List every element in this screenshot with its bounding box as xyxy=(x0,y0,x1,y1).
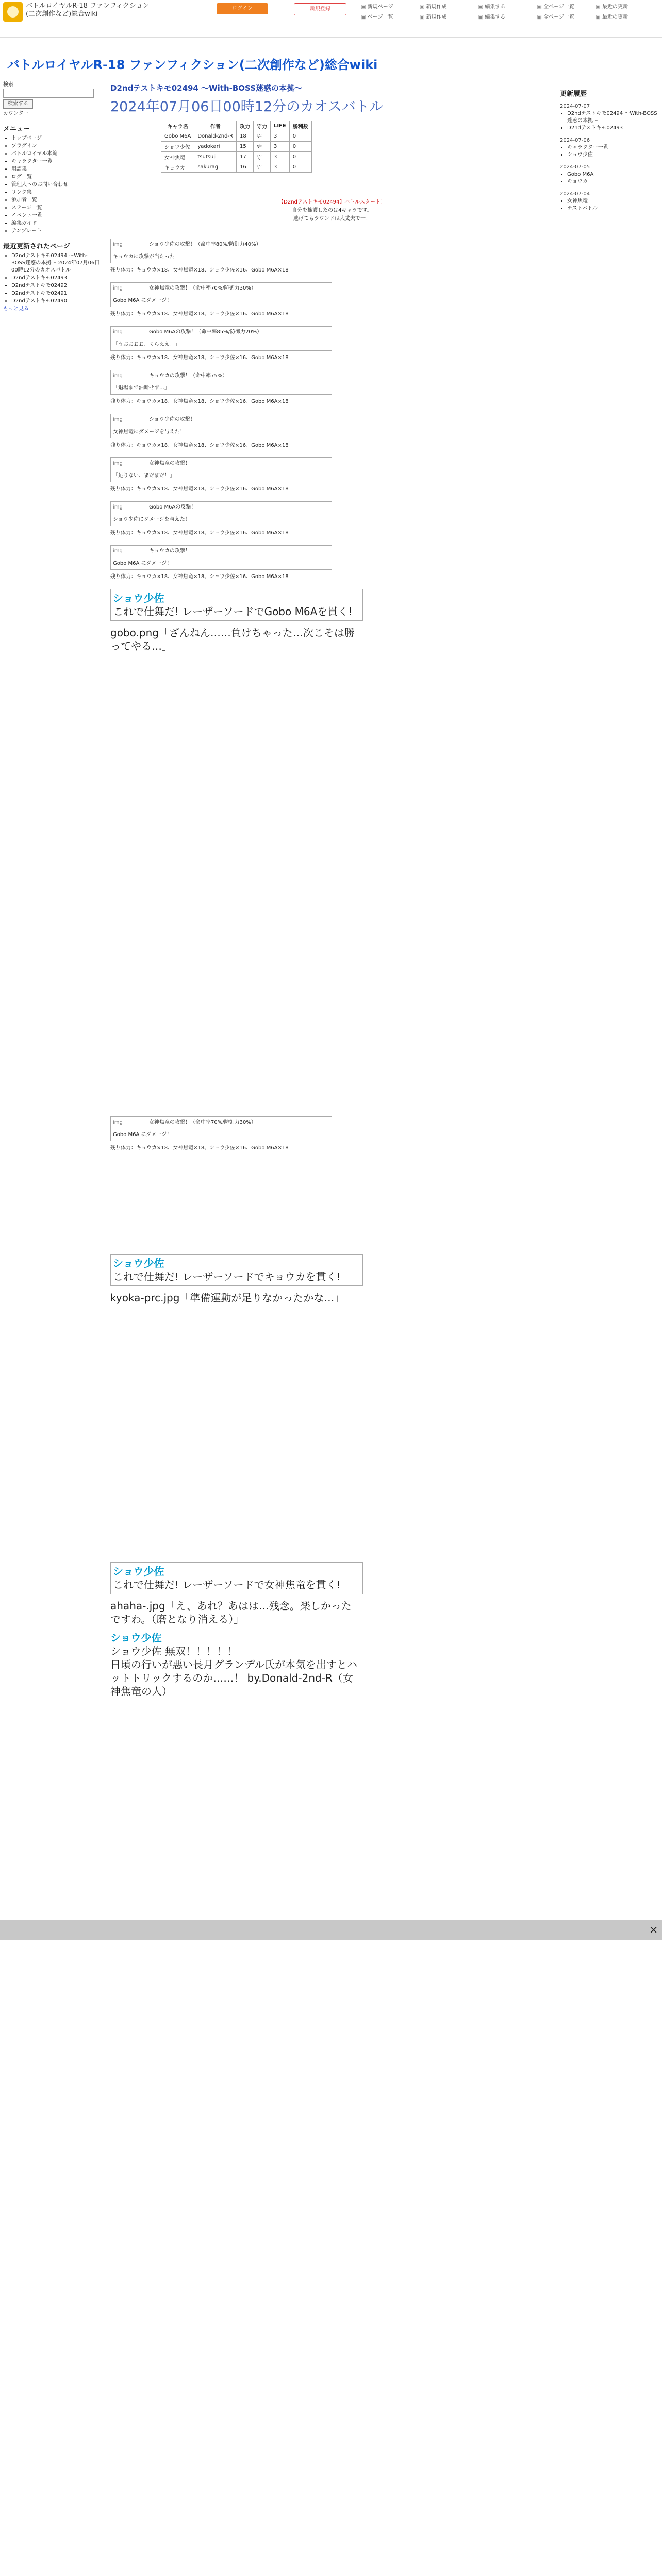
cell-author: yadokari xyxy=(194,142,237,152)
hp-summary: 残り体力：キョウカ×18、女神焦竜×18、ショウ少佐×16、Gobo M6A×18 xyxy=(110,530,289,536)
finish-line: これで仕舞だ! レーザーソードでキョウカを貫く! xyxy=(113,1270,341,1283)
cell-atk: 17 xyxy=(236,152,253,162)
cell-life: 3 xyxy=(270,162,289,173)
finish-line: これで仕舞だ! レーザーソードで女神焦竜を貫く! xyxy=(113,1579,341,1591)
log-text: 女神焦竜の攻撃！ xyxy=(149,461,190,466)
table-row xyxy=(161,152,312,162)
cell-name[interactable]: キョウカ xyxy=(161,162,194,173)
search-input[interactable] xyxy=(3,89,94,98)
hp-summary: 残り体力：キョウカ×18、女神焦竜×18、ショウ少佐×16、Gobo M6A×18 xyxy=(110,443,289,448)
history-item[interactable]: • テストバトル xyxy=(567,205,658,212)
character-image: img xyxy=(113,504,123,510)
update-item[interactable]: • D2ndテストキモ02493 xyxy=(11,275,101,282)
character-image: img xyxy=(113,417,123,422)
menu-item[interactable]: • テンプレート xyxy=(11,228,101,235)
update-item[interactable]: • D2ndテストキモ02491 xyxy=(11,290,101,297)
menu-item[interactable]: • ログ一覧 xyxy=(11,174,101,181)
cell-author: tsutsuji xyxy=(194,152,237,162)
tool-page-list[interactable]: ▣ ページ一覧 xyxy=(361,12,418,23)
log-result: 「足りない、まだまだ！」 xyxy=(113,473,175,479)
cell-name[interactable]: 女神焦竜 xyxy=(161,152,194,162)
finish-line: これで仕舞だ! レーザーソードでGobo M6Aを貫く! xyxy=(113,605,353,618)
log-entry xyxy=(110,282,332,307)
winner-name: ショウ少佐 xyxy=(110,1632,162,1644)
tool-new-page[interactable]: ▣ 新規ページ xyxy=(361,2,418,12)
menu-item[interactable]: • イベント一覧 xyxy=(11,212,101,219)
intro-line: 自分を擁護したのは4キャラです。 xyxy=(292,208,372,213)
log-entry xyxy=(110,1116,332,1141)
tool-all-pages[interactable]: ▣ 全ページ一覧 xyxy=(537,2,593,12)
closing-text: 日頃の行いが悪い長月グランデル氏が本気を出すとハットトリックするのか……！ by.Donald-2nd-R（女神焦竜の人） xyxy=(110,1658,357,1698)
cell-life: 3 xyxy=(270,152,289,162)
log-entry xyxy=(110,239,332,263)
page-title[interactable]: バトルロイヤルR-18 ファンフィクション(二次創作など)総合wiki xyxy=(7,58,378,72)
finisher-name: ショウ少佐 xyxy=(113,1565,164,1578)
hp-summary: 残り体力：キョウカ×18、女神焦竜×18、ショウ少佐×16、Gobo M6A×18 xyxy=(110,267,289,273)
menu-item[interactable]: • 管理人へのお問い合わせ xyxy=(11,181,101,189)
col-header: 攻力 xyxy=(236,121,253,131)
log-entry xyxy=(110,414,332,438)
battle-subtitle: D2ndテストキモ02494 ～With-BOSS迷惑の本拠～ xyxy=(110,83,302,93)
tool-create[interactable]: ▣ 新規作成 xyxy=(420,2,476,12)
tool-edit-2[interactable]: ▣ 編集する xyxy=(478,12,535,23)
hp-summary: 残り体力：キョウカ×18、女神焦竜×18、ショウ少佐×16、Gobo M6A×18 xyxy=(110,355,289,361)
log-result: 「退場まで油断せず…」 xyxy=(113,385,170,391)
tool-recent-2[interactable]: ▣ 最近の更新 xyxy=(595,12,652,23)
character-image: img xyxy=(113,373,123,379)
log-entry xyxy=(110,501,332,526)
close-icon[interactable]: ✕ xyxy=(649,1924,658,1936)
history-item[interactable]: • D2ndテストキモ02493 xyxy=(567,125,658,132)
cell-life: 3 xyxy=(270,131,289,142)
hp-summary: 残り体力：キョウカ×18、女神焦竜×18、ショウ少佐×16、Gobo M6A×18 xyxy=(110,311,289,317)
cell-atk: 16 xyxy=(236,162,253,173)
cell-author: Donald-2nd-R xyxy=(194,131,237,142)
battle-log xyxy=(110,239,554,1698)
tool-menu xyxy=(361,2,660,23)
cell-atk: 15 xyxy=(236,142,253,152)
tool-edit[interactable]: ▣ 編集する xyxy=(478,2,535,12)
cell-wins: 0 xyxy=(289,142,311,152)
col-header: 守力 xyxy=(253,121,270,131)
cell-atk: 18 xyxy=(236,131,253,142)
finisher-name: ショウ少佐 xyxy=(113,592,164,604)
history-date: 2024-07-06 xyxy=(560,138,590,143)
defeat-quote: ahaha-.jpg「え、あれ？あはは…残念。楽しかったですわ。（磨となり消える）」 xyxy=(110,1600,352,1625)
defeat-quote: gobo.png「ざんねん……負けちゃった…次こそは勝ってやる…」 xyxy=(110,626,355,652)
finish-entry xyxy=(110,589,363,621)
cell-def: 守 xyxy=(253,152,270,162)
log-result: Gobo M6A にダメージ！ xyxy=(113,561,172,566)
menu-item[interactable]: • キャラクター一覧 xyxy=(11,158,101,165)
log-entry xyxy=(110,545,332,570)
cell-author: sakuragi xyxy=(194,162,237,173)
log-result: Gobo M6A にダメージ！ xyxy=(113,1132,172,1138)
character-table xyxy=(161,121,312,173)
cell-name[interactable]: Gobo M6A xyxy=(161,131,194,142)
intro-line: 逃げてもラウンドは大丈夫で一！ xyxy=(293,216,371,222)
log-entry xyxy=(110,326,332,351)
table-row xyxy=(161,131,312,142)
site-header xyxy=(0,0,662,38)
search-button[interactable]: 検索する xyxy=(3,99,33,109)
col-header: 勝利数 xyxy=(289,121,311,131)
character-image: img xyxy=(113,1120,123,1125)
history-date: 2024-07-04 xyxy=(560,191,590,197)
cell-name[interactable]: ショウ少佐 xyxy=(161,142,194,152)
updates-list xyxy=(3,252,101,305)
cell-wins: 0 xyxy=(289,152,311,162)
intro-line: 【D2ndテストキモ02494】バトルスタート！ xyxy=(278,199,386,205)
col-header: LIFE xyxy=(270,121,289,131)
cell-wins: 0 xyxy=(289,131,311,142)
log-entry xyxy=(110,370,332,395)
log-result: Gobo M6A にダメージ！ xyxy=(113,298,172,303)
update-item[interactable]: • D2ndテストキモ02490 xyxy=(11,298,101,305)
log-text: 女神焦竜の攻撃！（命中率70%/防御力30%） xyxy=(149,285,256,291)
menu-item[interactable]: • プラグイン xyxy=(11,143,101,150)
col-header: 作者 xyxy=(194,121,237,131)
updates-title: 最近更新されたページ xyxy=(3,243,70,250)
tool-all-pages-2[interactable]: ▣ 全ページ一覧 xyxy=(537,12,593,23)
signup-button[interactable]: 新規登録 xyxy=(294,3,346,15)
battle-intro xyxy=(110,198,554,223)
history-item[interactable]: • キョウカ xyxy=(567,178,658,185)
cell-def: 守 xyxy=(253,162,270,173)
history-date: 2024-07-05 xyxy=(560,164,590,170)
character-image: img xyxy=(113,329,123,335)
log-text: キョウカの攻撃！（命中率75%） xyxy=(149,373,228,379)
menu-item[interactable]: • 編集ガイド xyxy=(11,220,101,227)
login-button[interactable]: ログイン xyxy=(217,3,268,14)
log-text: ショウ少佐の攻撃！（命中率80%/防御力40%） xyxy=(149,242,261,247)
menu-item[interactable]: • トップページ xyxy=(11,135,101,142)
hp-summary: 残り体力：キョウカ×18、女神焦竜×18、ショウ少佐×16、Gobo M6A×18 xyxy=(110,486,289,492)
defeat-quote: kyoka-prc.jpg「準備運動が足りなかったかな…」 xyxy=(110,1292,345,1304)
cell-def: 守 xyxy=(253,131,270,142)
finisher-name: ショウ少佐 xyxy=(113,1257,164,1269)
log-result: 「うおおおお、くらええ！」 xyxy=(113,342,180,347)
menu-item[interactable]: • バトルロイヤル本編 xyxy=(11,150,101,158)
main-content xyxy=(110,82,554,1698)
hp-summary: 残り体力：キョウカ×18、女神焦竜×18、ショウ少佐×16、Gobo M6A×18 xyxy=(110,1145,289,1151)
tool-create-2[interactable]: ▣ 新規作成 xyxy=(420,12,476,23)
history-item[interactable]: • ショウ少佐 xyxy=(567,151,658,159)
menu-title: メニュー xyxy=(3,125,30,133)
log-result: キョウカに攻撃が当たった！ xyxy=(113,254,180,260)
history-date: 2024-07-07 xyxy=(560,104,590,109)
finish-entry xyxy=(110,1562,363,1594)
update-item[interactable]: • D2ndテストキモ02492 xyxy=(11,282,101,290)
log-text: ショウ少佐の攻撃！ xyxy=(149,417,195,422)
history-item[interactable]: • 女神焦竜 xyxy=(567,198,658,205)
overlay-bar xyxy=(0,1920,662,1940)
finish-entry xyxy=(110,1254,363,1286)
menu-item[interactable]: • 用語集 xyxy=(11,166,101,173)
table-row xyxy=(161,142,312,152)
site-name[interactable]: バトルロイヤルR-18 ファンフィクション(二次創作など)総合wiki xyxy=(26,2,150,18)
right-sidebar xyxy=(560,91,658,212)
log-result: 女神焦竜にダメージを与えた！ xyxy=(113,429,185,435)
log-text: キョウカの攻撃！ xyxy=(149,548,190,554)
cell-wins: 0 xyxy=(289,162,311,173)
character-image: img xyxy=(113,285,123,291)
left-sidebar xyxy=(3,81,101,313)
counter-label: カウンター xyxy=(3,111,29,116)
log-result: ショウ少佐にダメージを与えた！ xyxy=(113,517,190,522)
menu-item[interactable]: • ステージ一覧 xyxy=(11,205,101,212)
log-text: Gobo M6Aの反撃！ xyxy=(149,504,196,510)
menu-item[interactable]: • 参加者一覧 xyxy=(11,197,101,204)
log-text: 女神焦竜の攻撃！（命中率70%/防御力30%） xyxy=(149,1120,256,1125)
search-label: 検索 xyxy=(3,82,13,88)
more-link[interactable]: もっと見る xyxy=(3,306,29,312)
menu-item[interactable]: • リンク集 xyxy=(11,189,101,196)
site-logo[interactable] xyxy=(3,2,23,22)
tool-recent[interactable]: ▣ 最近の更新 xyxy=(595,2,652,12)
history-title: 更新履歴 xyxy=(560,90,587,98)
history-item[interactable]: • キャラクター一覧 xyxy=(567,144,658,151)
winner-text: ショウ少佐 無双！！！！！ xyxy=(110,1645,237,1657)
history-item[interactable]: • Gobo M6A xyxy=(567,171,658,178)
col-header: キャラ名 xyxy=(161,121,194,131)
log-entry xyxy=(110,457,332,482)
battle-title: 2024年07月06日00時12分のカオスバトル xyxy=(110,99,384,115)
update-item[interactable]: • D2ndテストキモ02494 ～With-BOSS迷惑の本拠～ 2024年07月06日00時12分のカオスバトル xyxy=(11,252,101,274)
table-row xyxy=(161,162,312,173)
cell-def: 守 xyxy=(253,142,270,152)
hp-summary: 残り体力：キョウカ×18、女神焦竜×18、ショウ少佐×16、Gobo M6A×18 xyxy=(110,399,289,404)
character-image: img xyxy=(113,461,123,466)
cell-life: 3 xyxy=(270,142,289,152)
history-item[interactable]: • D2ndテストキモ02494 ～With-BOSS迷惑の本拠～ xyxy=(567,110,658,125)
character-image: img xyxy=(113,548,123,554)
menu-list xyxy=(3,135,101,235)
character-image: img xyxy=(113,242,123,247)
hp-summary: 残り体力：キョウカ×18、女神焦竜×18、ショウ少佐×16、Gobo M6A×18 xyxy=(110,574,289,580)
log-text: Gobo M6Aの攻撃！（命中率85%/防御力20%） xyxy=(149,329,262,335)
